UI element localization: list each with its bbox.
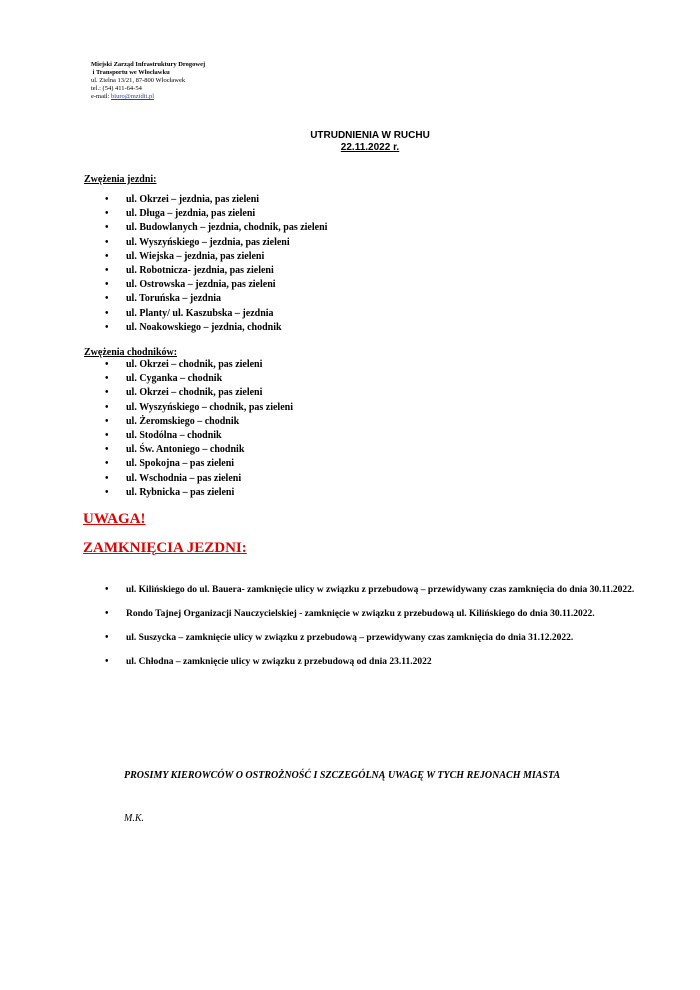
list-item: • ul. Rybnicka – pas zieleni xyxy=(84,486,293,500)
closure-item: • ul. Suszycka – zamknięcie ulicy w związku z przebudową – przewidywany czas zamknięcia do dnia 31.12.2022. xyxy=(84,629,644,647)
signature: M.K. xyxy=(124,813,144,824)
road-narrowing-list xyxy=(84,193,327,335)
org-phone: tel.: (54) 411-64-54 xyxy=(91,85,142,92)
closures-list xyxy=(84,581,644,677)
closure-item: • ul. Chłodna – zamknięcie ulicy w związku z przebudową od dnia 23.11.2022 xyxy=(84,653,644,671)
list-item: • ul. Św. Antoniego – chodnik xyxy=(84,443,293,457)
list-item: • ul. Ostrowska – jezdnia, pas zieleni xyxy=(84,278,327,292)
list-item: • ul. Wyszyńskiego – jezdnia, pas zieleni xyxy=(84,236,327,250)
list-item: • ul. Toruńska – jezdnia xyxy=(84,292,327,306)
closures-heading: ZAMKNIĘCIA JEZDNI: xyxy=(83,540,247,556)
list-item: • ul. Wschodnia – pas zieleni xyxy=(84,472,293,486)
organization-header xyxy=(91,61,205,101)
sidewalk-narrowing-list xyxy=(84,358,293,500)
closure-item: • Rondo Tajnej Organizacji Nauczycielskiej - zamknięcie w związku z przebudową ul. Kilińskiego do dnia 30.11.2022. xyxy=(84,605,644,623)
list-item: • ul. Wiejska – jezdnia, pas zieleni xyxy=(84,250,327,264)
list-item: • ul. Planty/ ul. Kaszubska – jezdnia xyxy=(84,307,327,321)
list-item: • ul. Wyszyńskiego – chodnik, pas zieleni xyxy=(84,401,293,415)
list-item: • ul. Noakowskiego – jezdnia, chodnik xyxy=(84,321,327,335)
list-item: • ul. Okrzei – chodnik, pas zieleni xyxy=(84,358,293,372)
list-item: • ul. Długa – jezdnia, pas zieleni xyxy=(84,207,327,221)
sidewalk-narrowing-heading: Zwężenia chodników: xyxy=(84,347,178,358)
org-address: ul. Zielna 13/21, 87-800 Włocławek xyxy=(91,77,186,84)
email-label: e-mail: xyxy=(91,93,112,100)
list-item: • ul. Robotnicza- jezdnia, pas zieleni xyxy=(84,264,327,278)
page-title: UTRUDNIENIA W RUCHU xyxy=(310,130,430,141)
warning-heading: UWAGA! xyxy=(83,511,146,527)
list-item: • ul. Budowlanych – jezdnia, chodnik, pas zieleni xyxy=(84,221,327,235)
drivers-notice: PROSIMY KIEROWCÓW O OSTROŻNOŚĆ I SZCZEGÓLNĄ UWAGĘ W TYCH REJONACH MIASTA xyxy=(124,770,561,781)
list-item: • ul. Cyganka – chodnik xyxy=(84,372,293,386)
list-item: • ul. Żeromskiego – chodnik xyxy=(84,415,293,429)
org-email-line xyxy=(91,93,205,101)
list-item: • ul. Stodólna – chodnik xyxy=(84,429,293,443)
org-name-line2: i Transportu we Włocławku xyxy=(91,69,170,76)
org-name-line1: Miejski Zarząd Infrastruktury Drogowej xyxy=(91,61,206,68)
list-item: • ul. Okrzei – jezdnia, pas zieleni xyxy=(84,193,327,207)
road-narrowing-heading: Zwężenia jezdni: xyxy=(84,174,157,185)
document-date: 22.11.2022 r. xyxy=(340,142,400,153)
closure-item: • ul. Kilińskiego do ul. Bauera- zamknięcie ulicy w związku z przebudową – przewidywany czas zamknięcia do dnia 30.11.2022. xyxy=(84,581,644,599)
email-link[interactable]: biuro@mzidit.pl xyxy=(111,93,155,100)
list-item: • ul. Okrzei – chodnik, pas zieleni xyxy=(84,386,293,400)
list-item: • ul. Spokojna – pas zieleni xyxy=(84,457,293,471)
